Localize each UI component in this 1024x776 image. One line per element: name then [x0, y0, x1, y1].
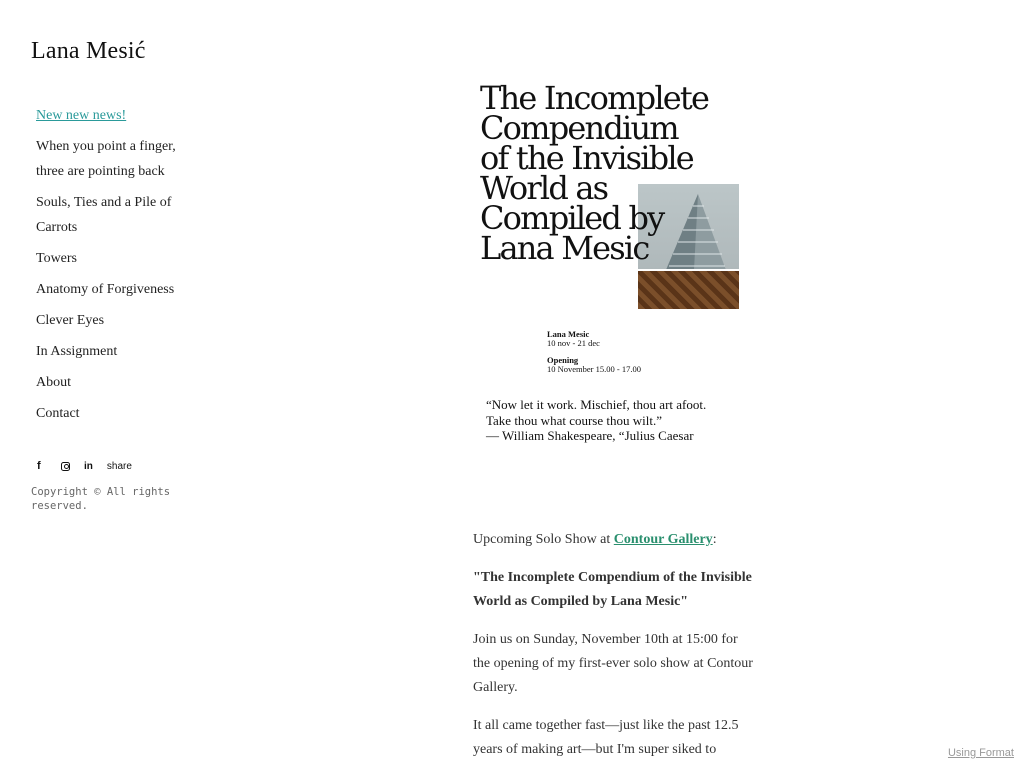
poster-opening-label: Opening	[547, 355, 579, 365]
poster-info	[547, 330, 641, 382]
parquet-floor	[638, 269, 739, 309]
poster-title-line: Compiled by	[480, 199, 664, 237]
article-paragraph: Join us on Sunday, November 10th at 15:00 for the opening of my first-ever solo show at Contour Gallery.	[473, 632, 753, 695]
contour-gallery-link[interactable]: Contour Gallery	[613, 532, 713, 547]
nav-item-clever-eyes[interactable]: Clever Eyes	[36, 313, 105, 328]
nav-item-in-assignment[interactable]: In Assignment	[36, 344, 118, 359]
using-format-link[interactable]: Using Format	[947, 747, 1014, 759]
facebook-icon[interactable]: f	[37, 460, 41, 472]
site-title[interactable]: Lana Mesić	[31, 38, 146, 64]
news-article	[473, 528, 753, 776]
share-link[interactable]: share	[106, 460, 132, 472]
poster-quote-attribution: — William Shakespeare, “Julius Caesar	[486, 428, 694, 443]
poster-quote	[486, 397, 748, 444]
nav-item-new-news[interactable]: New new news!	[36, 108, 127, 123]
article-intro-suffix: :	[712, 532, 717, 547]
poster-opening-time: 10 November 15.00 - 17.00	[547, 364, 641, 374]
sidebar-nav	[36, 103, 206, 432]
poster-title	[480, 79, 760, 267]
nav-item-point-a-finger[interactable]: When you point a finger, three are pointing back	[36, 139, 176, 179]
article-paragraph: It all came together fast—just like the past 12.5 years of making art—but I'm super siked to	[473, 718, 739, 757]
social-links	[37, 458, 132, 474]
poster-title-line: Lana Mesic	[480, 229, 649, 267]
poster-title-line: World as	[480, 169, 608, 207]
poster-title-line: of the Invisible	[480, 139, 693, 177]
poster-artist-name: Lana Mesic	[547, 329, 590, 339]
nav-item-contact[interactable]: Contact	[36, 406, 80, 421]
nav-item-anatomy-of-forgiveness[interactable]: Anatomy of Forgiveness	[36, 282, 175, 297]
article-intro	[473, 528, 753, 552]
linkedin-icon[interactable]: in	[84, 460, 93, 472]
poster-dates: 10 nov - 21 dec	[547, 338, 600, 348]
poster-quote-line: “Now let it work. Mischief, thou art afoot.	[486, 397, 707, 412]
poster-title-line: The Incomplete	[480, 79, 709, 117]
article-intro-text: Upcoming Solo Show at	[473, 532, 614, 547]
instagram-icon[interactable]	[61, 462, 70, 471]
exhibition-poster	[473, 79, 748, 463]
show-title: "The Incomplete Compendium of the Invisible World as Compiled by Lana Mesic"	[473, 570, 752, 609]
poster-title-line: Compendium	[480, 109, 678, 147]
nav-item-towers[interactable]: Towers	[36, 251, 78, 266]
nav-item-souls-ties-carrots[interactable]: Souls, Ties and a Pile of Carrots	[36, 195, 172, 235]
poster-quote-line: Take thou what course thou wilt.”	[486, 412, 662, 428]
copyright-text: Copyright © All rights reserved.	[31, 486, 171, 512]
nav-item-about[interactable]: About	[36, 375, 71, 390]
